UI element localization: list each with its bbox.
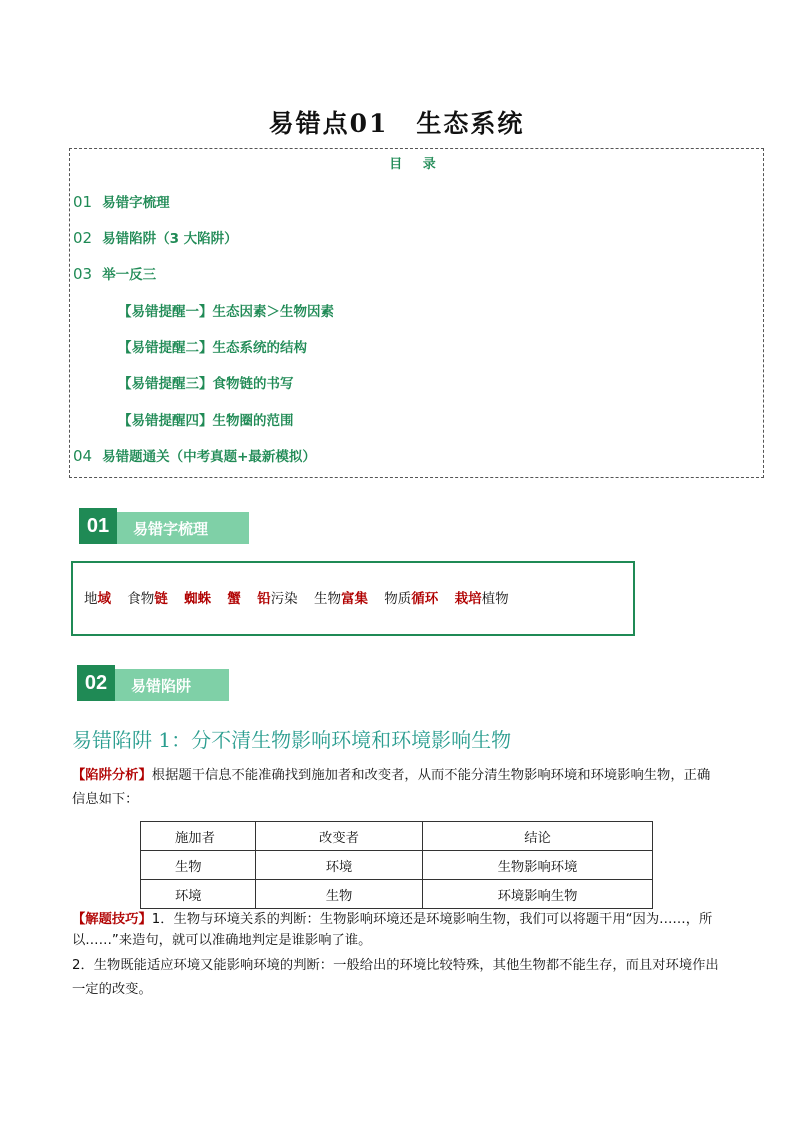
section-number-badge: 02 xyxy=(77,665,115,701)
trap-table xyxy=(140,821,653,909)
table-cell: 生物影响环境 xyxy=(423,851,653,880)
word-item: 蟹 xyxy=(227,591,241,607)
tip-paragraph-2: 2．生物既能适应环境又能影响环境的判断：一般给出的环境比较特殊，其他生物都不能生存，而且对环境作出一定的改变。 xyxy=(72,958,719,997)
toc-item-label: 易错题通关（中考真题+最新模拟） xyxy=(102,449,316,465)
table-cell: 生物 xyxy=(256,880,423,909)
toc-item-label: 【易错提醒二】生态系统的结构 xyxy=(118,340,307,356)
word-item: 铅污染 xyxy=(257,591,298,607)
toc-subitem-reminder-4[interactable] xyxy=(118,409,294,429)
table-header-row xyxy=(141,822,653,851)
table-of-contents xyxy=(69,148,764,478)
error-prone-words-box xyxy=(71,561,635,636)
toc-item-03[interactable] xyxy=(73,263,156,283)
tip-tag: 【解题技巧】 xyxy=(72,912,152,927)
word-item: 蜘蛛 xyxy=(184,591,212,607)
toc-item-label: 易错字梳理 xyxy=(102,195,170,211)
toc-item-02[interactable] xyxy=(73,227,238,247)
tip-paragraph-1 xyxy=(72,909,722,951)
analysis-tag: 【陷阱分析】 xyxy=(72,768,152,783)
trap-analysis-paragraph xyxy=(72,764,722,812)
toc-subitem-reminder-1[interactable] xyxy=(118,300,334,320)
table-cell: 环境影响生物 xyxy=(423,880,653,909)
table-cell: 生物 xyxy=(141,851,256,880)
toc-item-label: 【易错提醒一】生态因素＞生物因素 xyxy=(118,304,334,320)
title-sub: 生态系统 xyxy=(416,109,525,138)
section-header-01 xyxy=(79,508,249,544)
section-number-badge: 01 xyxy=(79,508,117,544)
title-main: 易错点01 xyxy=(268,109,389,138)
word-item: 栽培植物 xyxy=(454,591,509,607)
page-title xyxy=(0,104,793,140)
word-item: 物质循环 xyxy=(384,591,439,607)
toc-subitem-reminder-2[interactable] xyxy=(118,336,307,356)
section-title: 易错陷阱 xyxy=(115,669,229,701)
toc-item-label: 举一反三 xyxy=(102,267,157,283)
table-row xyxy=(141,880,653,909)
toc-item-number: 02 xyxy=(73,229,93,247)
table-header-cell: 改变者 xyxy=(256,822,423,851)
word-item: 食物链 xyxy=(127,591,168,607)
section-header-02 xyxy=(77,665,229,701)
section-title: 易错字梳理 xyxy=(117,512,249,544)
table-cell: 环境 xyxy=(141,880,256,909)
word-item: 地域 xyxy=(84,591,111,607)
table-cell: 环境 xyxy=(256,851,423,880)
trap-1-title: 易错陷阱 1：分不清生物影响环境和环境影响生物 xyxy=(72,728,512,752)
table-row xyxy=(141,851,653,880)
toc-item-label: 【易错提醒三】食物链的书写 xyxy=(118,376,294,392)
table-header-cell: 结论 xyxy=(423,822,653,851)
toc-item-number: 04 xyxy=(73,447,93,465)
toc-subitem-reminder-3[interactable] xyxy=(118,372,294,392)
toc-item-label: 易错陷阱（3 大陷阱） xyxy=(102,231,238,247)
toc-item-number: 03 xyxy=(73,265,93,283)
tip-1-text: 1．生物与环境关系的判断：生物影响环境还是环境影响生物，我们可以将题干用“因为……，所以……”来造句，就可以准确地判定是谁影响了谁。 xyxy=(72,912,713,948)
table-header-cell: 施加者 xyxy=(141,822,256,851)
toc-item-label: 【易错提醒四】生物圈的范围 xyxy=(118,413,294,429)
error-prone-words-line xyxy=(84,587,521,607)
toc-heading: 目 录 xyxy=(389,157,444,172)
toc-item-01[interactable] xyxy=(73,191,170,211)
analysis-text: 根据题干信息不能准确找到施加者和改变者，从而不能分清生物影响环境和环境影响生物，正确信息如下： xyxy=(72,768,711,807)
toc-item-04[interactable] xyxy=(73,445,316,465)
toc-item-number: 01 xyxy=(73,193,93,211)
word-item: 生物富集 xyxy=(313,591,368,607)
